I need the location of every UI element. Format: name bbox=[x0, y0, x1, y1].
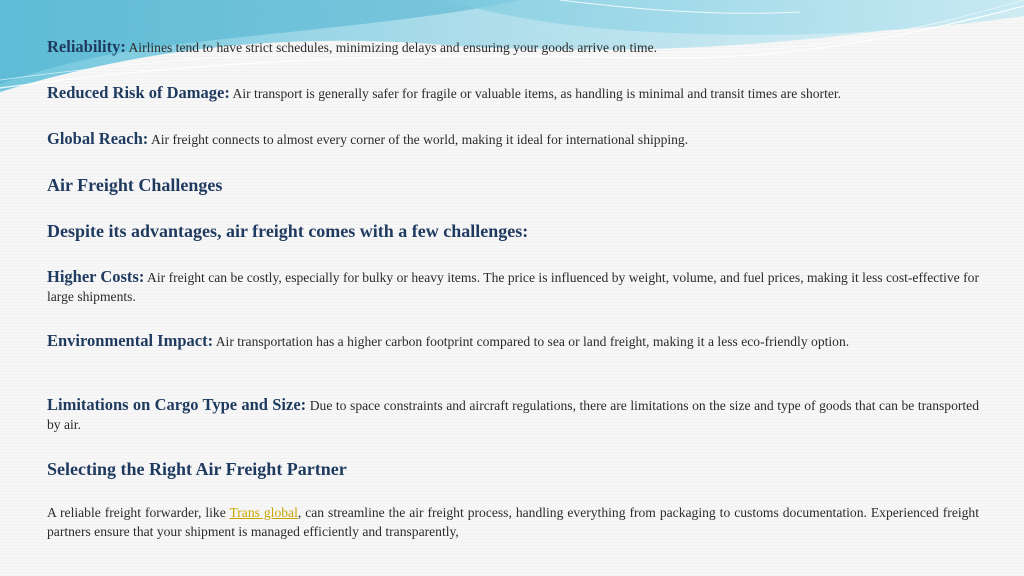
limitations-paragraph bbox=[47, 395, 979, 434]
partner-paragraph bbox=[47, 503, 979, 541]
reduced-risk-paragraph bbox=[47, 83, 979, 103]
reduced-risk-label: Reduced Risk of Damage: bbox=[47, 83, 230, 102]
limitations-label: Limitations on Cargo Type and Size: bbox=[47, 395, 307, 414]
reliability-label: Reliability: bbox=[47, 37, 126, 56]
challenges-heading: Air Freight Challenges bbox=[47, 175, 223, 195]
environmental-impact-label: Environmental Impact: bbox=[47, 331, 214, 350]
challenges-intro: Despite its advantages, air freight comes with a few challenges: bbox=[47, 221, 529, 241]
reliability-paragraph bbox=[47, 37, 979, 57]
global-reach-paragraph bbox=[47, 129, 979, 149]
partner-heading: Selecting the Right Air Freight Partner bbox=[47, 459, 347, 479]
limitations-text: Due to space constraints and aircraft regulations, there are limitations on the size and type of goods that can be transported by air. bbox=[47, 398, 980, 432]
reduced-risk-text: Air transport is generally safer for fragile or valuable items, as handling is minimal and transit times are shorter. bbox=[232, 86, 842, 101]
global-reach-label: Global Reach: bbox=[47, 129, 149, 148]
environmental-impact-paragraph bbox=[47, 331, 979, 351]
trans-global-link[interactable]: Trans global bbox=[229, 505, 298, 520]
partner-text-before: A reliable freight forwarder, like bbox=[47, 505, 230, 520]
partner-text-after: , can streamline the air freight process, handling everything from packaging to customs documentation. Experienced freight partners ensure that your shipment is managed efficiently and transparently, bbox=[47, 505, 979, 539]
higher-costs-text: Air freight can be costly, especially for bulky or heavy items. The price is influenced by weight, volume, and fuel prices, making it less cost-effective for large shipments. bbox=[47, 270, 979, 304]
higher-costs-label: Higher Costs: bbox=[47, 267, 145, 286]
reliability-text: Airlines tend to have strict schedules, minimizing delays and ensuring your goods arrive on time. bbox=[128, 40, 658, 55]
higher-costs-paragraph bbox=[47, 267, 979, 306]
global-reach-text: Air freight connects to almost every corner of the world, making it ideal for international shipping. bbox=[150, 132, 689, 147]
environmental-impact-text: Air transportation has a higher carbon footprint compared to sea or land freight, making it a less eco-friendly option. bbox=[215, 334, 850, 349]
